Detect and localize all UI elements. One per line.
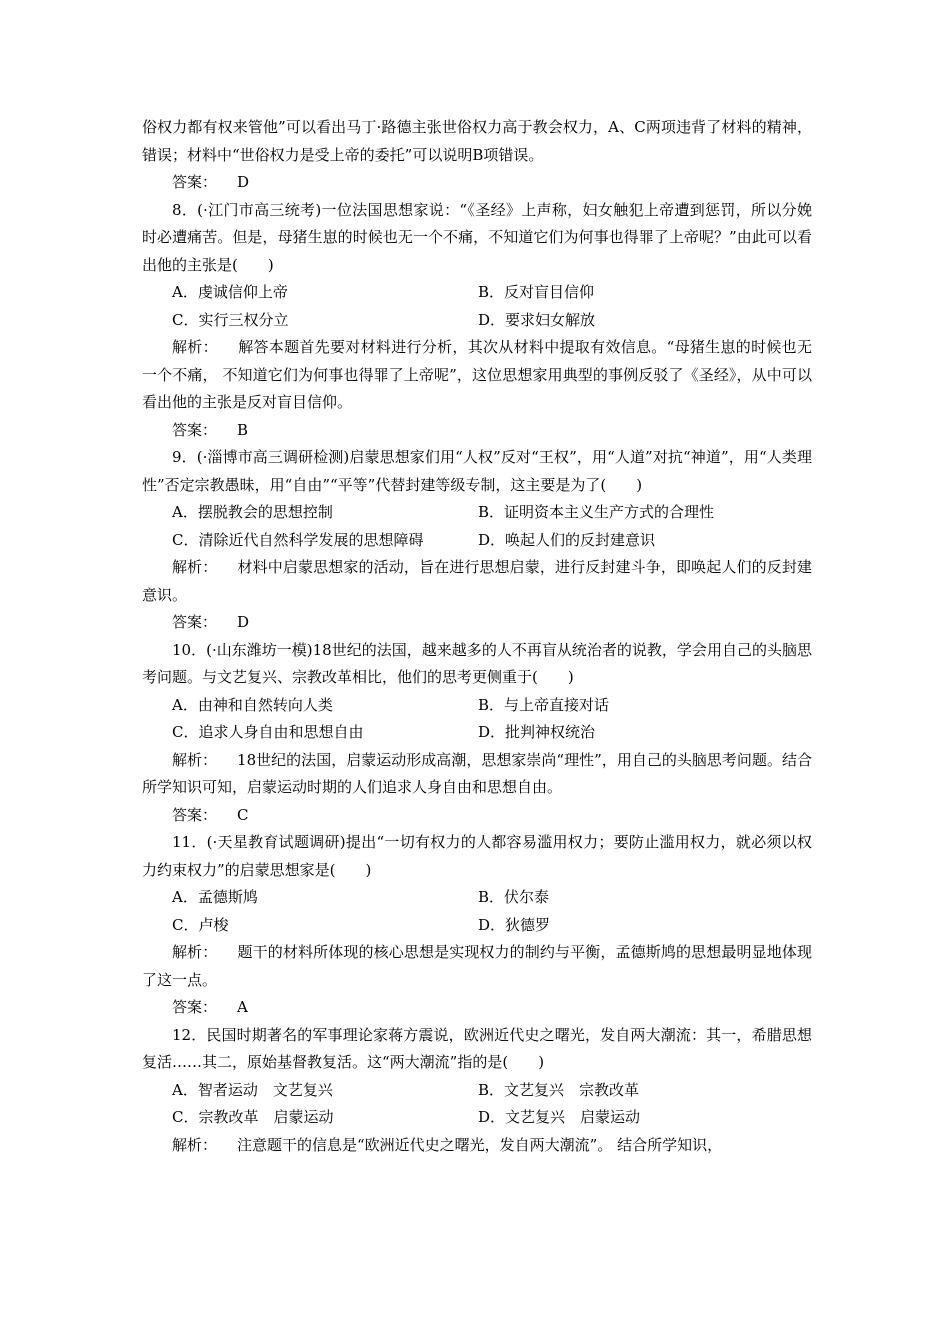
option-b: B．证明资本主义生产方式的合理性 <box>478 503 715 521</box>
option-row <box>142 1104 812 1132</box>
option-d: D．唤起人们的反封建意识 <box>478 530 656 549</box>
answer-line: 答案： D <box>172 613 250 631</box>
question-stem: 10．(·山东潍坊一模)18世纪的法国，越来越多的人不再盲从统治者的说教，学会用自己的头脑思考问题。与文艺复兴、宗教改革相比，他们的思考更侧重于( ) <box>142 640 812 686</box>
continued-analysis: 俗权力都有权来管他”可以看出马丁·路德主张世俗权力高于教会权力，A、C两项违背了材料的精神，错误；材料中“世俗权力是受上帝的委托”可以说明B项错误。 <box>142 118 812 164</box>
option-row <box>142 527 812 555</box>
option-a: A．虔诚信仰上帝 <box>172 283 288 301</box>
analysis: 解析： 题干的材料所体现的核心思想是实现权力的制约与平衡，孟德斯鸠的思想最明显地体现了这一点。 <box>142 943 812 989</box>
option-b: B．文艺复兴 宗教改革 <box>478 1080 640 1099</box>
question-12 <box>142 1022 812 1160</box>
question-9 <box>142 444 812 637</box>
option-d: D．文艺复兴 启蒙运动 <box>478 1108 641 1126</box>
answer-line: 答案： B <box>172 420 249 439</box>
analysis: 解析： 注意题干的信息是“欧洲近代史之曙光，发自两大潮流”。 结合所学知识， <box>172 1135 723 1154</box>
option-d: D．要求妇女解放 <box>478 310 596 329</box>
option-b: B．反对盲目信仰 <box>478 283 595 301</box>
option-c: C．追求人身自由和思想自由 <box>172 723 364 741</box>
option-row <box>142 1077 812 1105</box>
document-page <box>142 114 812 1159</box>
answer-line: 答案： A <box>172 998 248 1016</box>
question-8 <box>142 197 812 445</box>
option-c: C．实行三权分立 <box>172 310 289 329</box>
option-a: A．由神和自然转向人类 <box>172 695 333 714</box>
option-a: A．孟德斯鸠 <box>172 888 258 906</box>
question-stem: 8．(·江门市高三统考)一位法国思想家说：“《圣经》上声称，妇女触犯上帝遭到惩罚，所以分娩时必遭痛苦。但是，母猪生崽的时候也无一个不痛，不知道它们为何事也得罪了上帝呢？”由此可以看出他的主张是( ) <box>142 200 812 274</box>
option-b: B．与上帝直接对话 <box>478 695 610 714</box>
option-c: C．宗教改革 启蒙运动 <box>172 1108 334 1126</box>
option-d: D．狄德罗 <box>478 915 551 934</box>
question-stem: 9．(·淄博市高三调研检测)启蒙思想家们用“人权”反对“王权”，用“人道”对抗“神道”，用“人类理性”否定宗教愚昧，用“自由”“平等”代替封建等级专制，这主要是为了( ) <box>142 448 812 494</box>
answer-line: 答案： D <box>172 173 250 191</box>
option-a: A．智者运动 文艺复兴 <box>172 1080 333 1099</box>
analysis: 解析： 18世纪的法国，启蒙运动形成高潮，思想家崇尚“理性”，用自己的头脑思考问题。结合所学知识可知，启蒙运动时期的人们追求人身自由和思想自由。 <box>142 750 812 796</box>
option-row <box>142 692 812 720</box>
option-row <box>142 307 812 335</box>
option-a: A．摆脱教会的思想控制 <box>172 503 333 521</box>
analysis: 解析： 材料中启蒙思想家的活动，旨在进行思想启蒙，进行反封建斗争，即唤起人们的反封建意识。 <box>142 558 812 604</box>
option-c: C．清除近代自然科学发展的思想障碍 <box>172 530 424 549</box>
answer-line: 答案： C <box>172 805 249 824</box>
option-b: B．伏尔泰 <box>478 888 550 906</box>
question-10 <box>142 637 812 830</box>
option-row <box>142 719 812 747</box>
option-row <box>142 912 812 940</box>
question-11 <box>142 829 812 1022</box>
option-d: D．批判神权统治 <box>478 723 596 741</box>
option-c: C．卢梭 <box>172 915 229 934</box>
question-stem: 12．民国时期著名的军事理论家蒋方震说，欧洲近代史之曙光，发自两大潮流：其一，希腊思想复活……其二，原始基督教复活。这“两大潮流”指的是( ) <box>142 1025 812 1071</box>
option-row <box>142 279 812 307</box>
option-row <box>142 499 812 527</box>
analysis: 解析： 解答本题首先要对材料进行分析，其次从材料中提取有效信息。“母猪生崽的时候也无一个不痛， 不知道它们为何事也得罪了上帝呢”，这位思想家用典型的事例反驳了《圣经》，从中可以看出他的主张是反对盲目信仰。 <box>142 338 812 411</box>
option-row <box>142 884 812 912</box>
question-stem: 11．(·天星教育试题调研)提出“一切有权力的人都容易滥用权力；要防止滥用权力，就必须以权力约束权力”的启蒙思想家是( ) <box>142 833 812 879</box>
